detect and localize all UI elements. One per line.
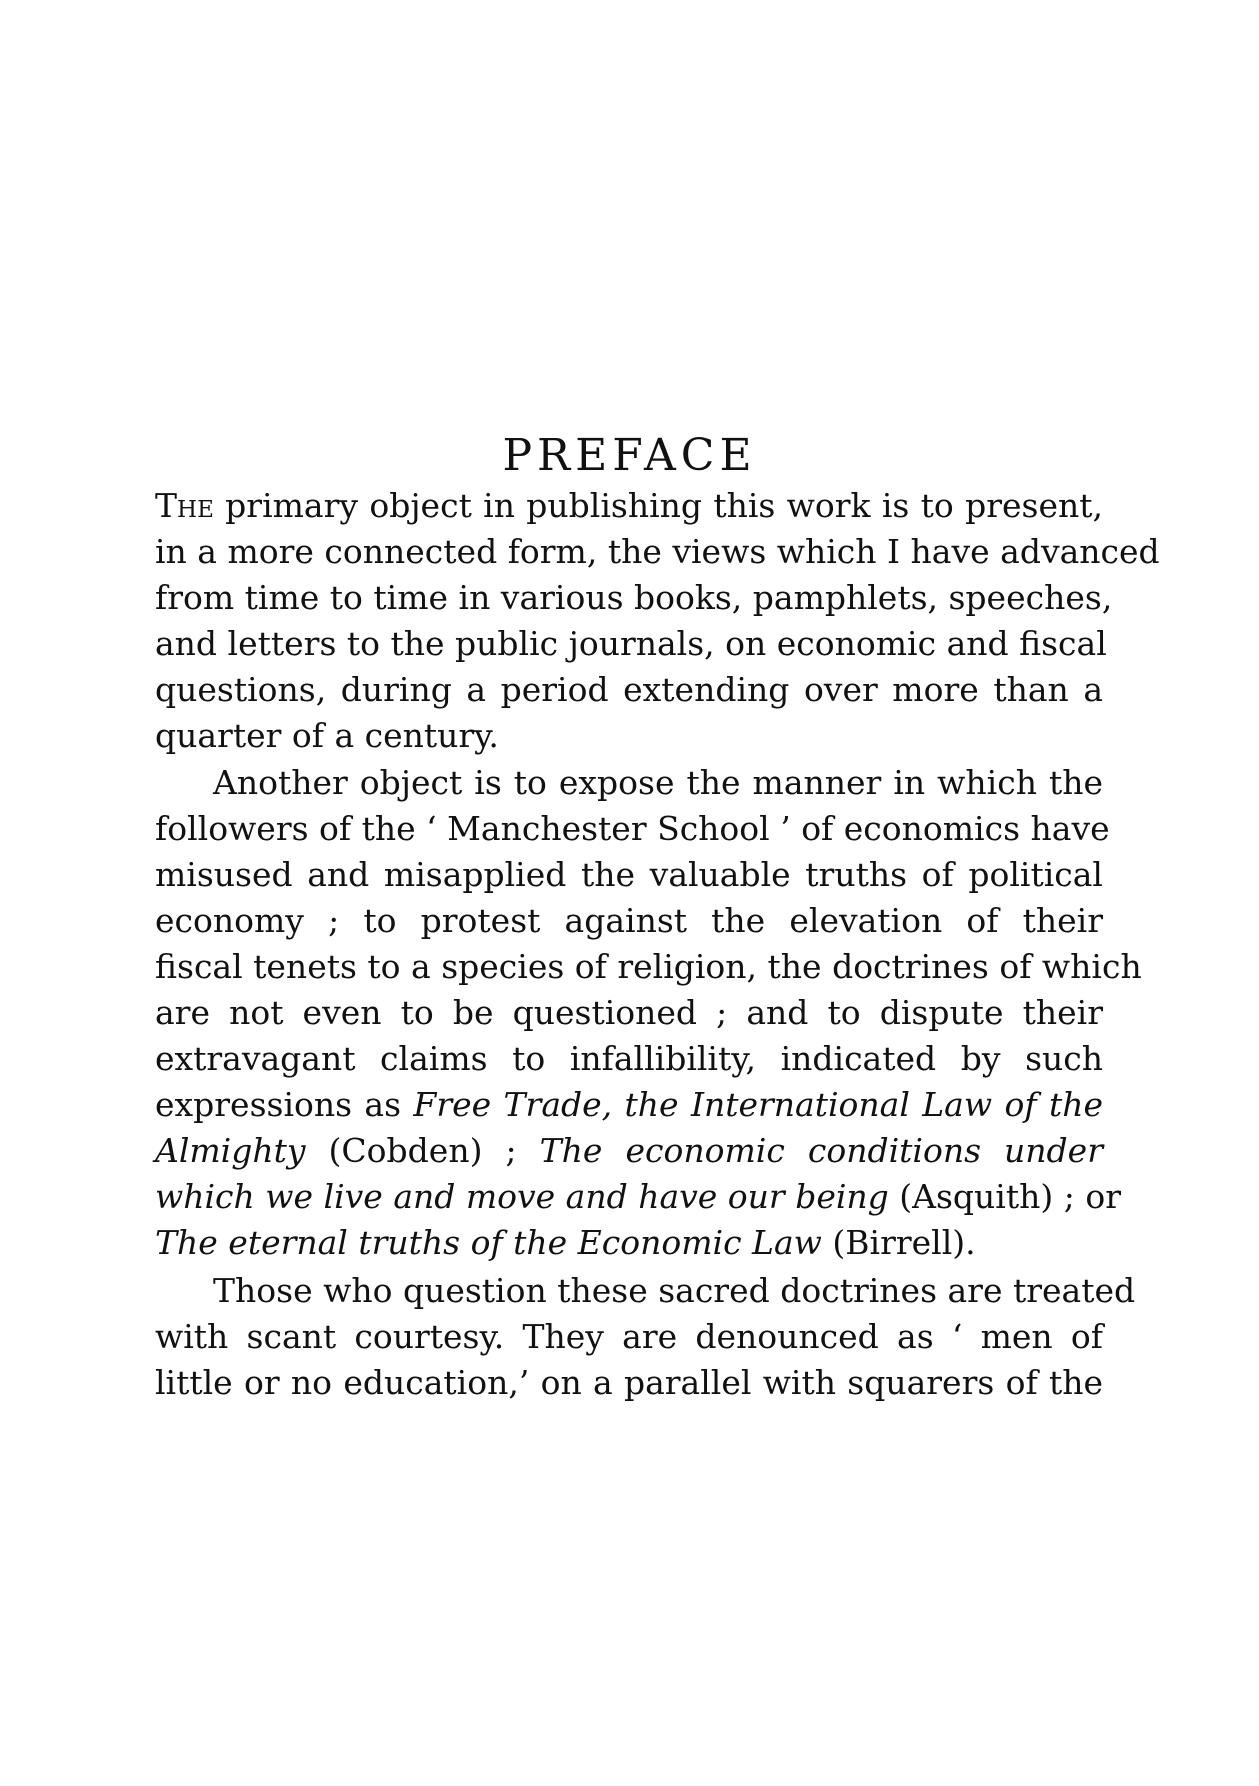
text-line: economy ; to protest against the elevation of their <box>155 901 1103 940</box>
text-line <box>155 1221 1103 1265</box>
text-line: quarter of a century. <box>155 716 499 755</box>
line-text: expressions as <box>155 1085 414 1124</box>
italic-quote: The economic conditions under <box>539 1131 1103 1170</box>
line-text: (Cobden) ; <box>305 1131 540 1170</box>
text-line: misused and misapplied the valuable truths of political <box>155 855 1103 894</box>
text-line: in a more connected form, the views which I have advanced <box>155 532 1160 571</box>
text-line: with scant courtesy. They are denounced as ‘ men of <box>155 1317 1103 1356</box>
text-line: are not even to be questioned ; and to dispute their <box>155 993 1103 1032</box>
text-line: extravagant claims to infallibility, indicated by such <box>155 1039 1103 1078</box>
text-line <box>155 1129 1103 1173</box>
italic-quote: Almighty <box>155 1131 306 1170</box>
text-line: little or no education,’ on a parallel with squarers of the <box>155 1363 1103 1402</box>
text-line <box>155 1175 1121 1219</box>
italic-quote: which we live and move and have our being <box>155 1177 889 1216</box>
text-line <box>155 484 1103 528</box>
text-line: questions, during a period extending over more than a <box>155 670 1103 709</box>
small-caps-lead: The <box>155 486 214 525</box>
text-line: from time to time in various books, pamphlets, speeches, <box>155 578 1113 617</box>
text-line: fiscal tenets to a species of religion, the doctrines of which <box>155 947 1142 986</box>
italic-quote: Free Trade, the International Law of the <box>413 1085 1103 1124</box>
text-line: followers of the ‘ Manchester School ’ of economics have <box>155 809 1110 848</box>
line-text: (Asquith) ; or <box>888 1177 1121 1216</box>
text-line: Those who question these sacred doctrines are treated <box>213 1271 1136 1310</box>
text-line <box>155 1083 1103 1127</box>
line-text: (Birrell). <box>821 1223 976 1262</box>
text-line: and letters to the public journals, on economic and fiscal <box>155 624 1107 663</box>
italic-quote: The eternal truths of the Economic Law <box>155 1223 822 1262</box>
text-line: Another object is to expose the manner in which the <box>213 763 1103 802</box>
page-title: PREFACE <box>502 430 757 481</box>
line-text: primary object in publishing this work is to present, <box>213 486 1103 525</box>
